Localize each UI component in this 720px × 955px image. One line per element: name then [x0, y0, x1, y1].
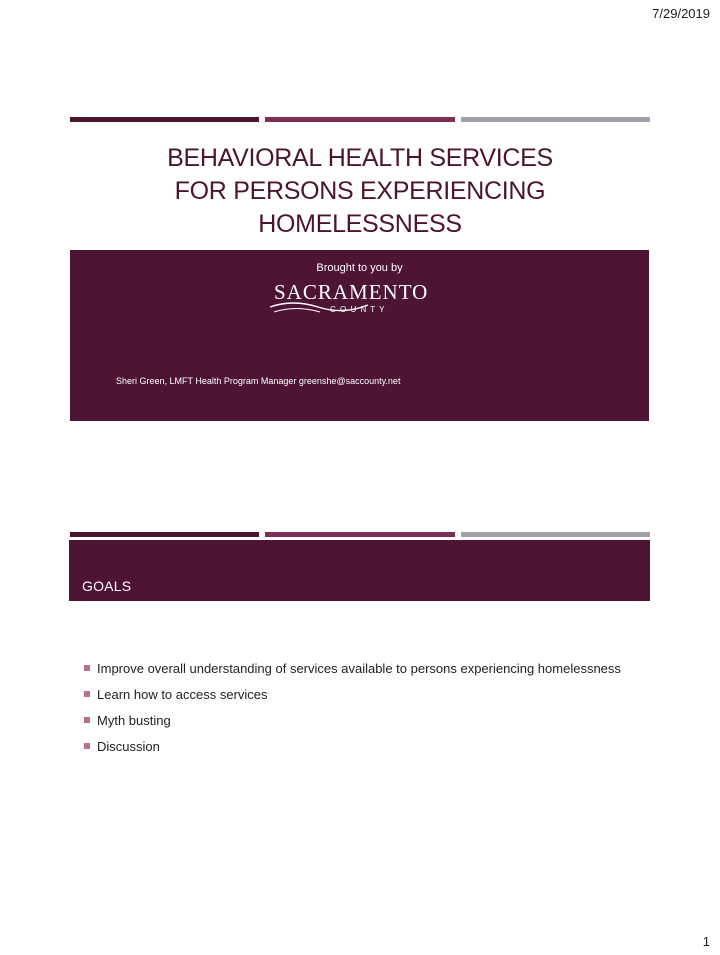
slide-title	[70, 142, 650, 241]
date-label: 7/29/2019	[652, 6, 710, 21]
bullet-square-icon	[84, 743, 90, 749]
goals-list	[82, 660, 642, 764]
slide-title-line-1: BEHAVIORAL HEALTH SERVICES	[167, 144, 553, 172]
slide-title-line-3: HOMELESSNESS	[258, 210, 462, 238]
slide-title-line-2: FOR PERSONS EXPERIENCING	[174, 177, 546, 205]
list-item	[82, 660, 642, 678]
list-item-text: Discussion	[97, 739, 160, 754]
presenter-info: Sheri Green, LMFT Health Program Manager greenshe@saccounty.net	[116, 376, 401, 386]
bar-segment-dark	[70, 117, 259, 122]
list-item	[82, 712, 642, 730]
bar-segment-mid	[265, 532, 454, 537]
list-item	[82, 686, 642, 704]
bar-segment-mid	[265, 117, 454, 122]
decorative-bars-mid	[70, 532, 650, 537]
sacramento-county-logo	[268, 277, 438, 317]
page-number: 1	[702, 934, 710, 949]
logo-subtitle: C O U N T Y	[330, 305, 386, 314]
title-band	[70, 250, 649, 421]
bar-segment-gray	[461, 117, 650, 122]
bullet-square-icon	[84, 665, 90, 671]
decorative-bars-top	[70, 117, 650, 122]
goals-band	[69, 540, 650, 601]
bullet-square-icon	[84, 717, 90, 723]
list-item-text: Myth busting	[97, 713, 171, 728]
list-item-text: Improve overall understanding of services available to persons experiencing homelessness	[97, 661, 621, 676]
logo-name: SACRAMENTO	[274, 280, 429, 304]
logo-wave-icon	[274, 309, 320, 313]
list-item-text: Learn how to access services	[97, 687, 268, 702]
bar-segment-gray	[461, 532, 650, 537]
brought-by-text: Brought to you by	[316, 262, 403, 274]
list-item	[82, 738, 642, 756]
bar-segment-dark	[70, 532, 259, 537]
goals-title: GOALS	[82, 578, 132, 594]
bullet-square-icon	[84, 691, 90, 697]
